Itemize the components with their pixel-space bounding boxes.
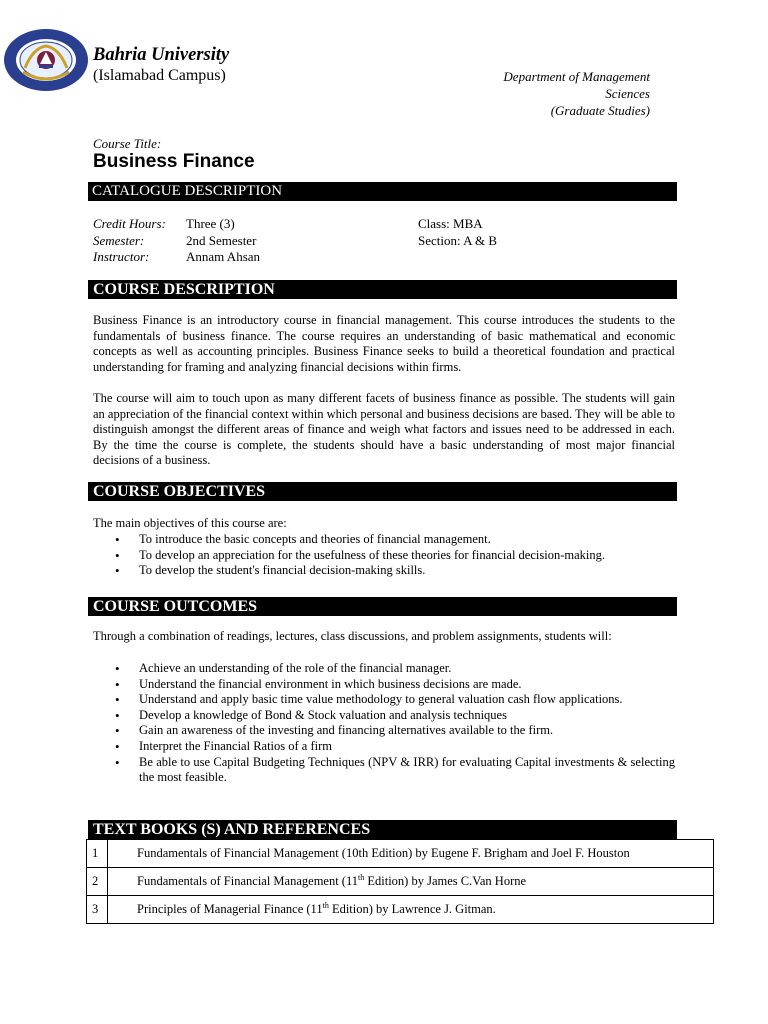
section-value: Section: A & B bbox=[418, 233, 498, 248]
semester-label: Semester: bbox=[93, 233, 145, 248]
list-item: • Develop a knowledge of Bond & Stock valuation and analysis techniques bbox=[93, 708, 675, 724]
instructor-value: Annam Ahsan bbox=[186, 249, 261, 264]
table-row bbox=[87, 896, 714, 924]
course-objectives-heading: COURSE OBJECTIVES bbox=[88, 482, 677, 501]
objectives-list bbox=[93, 532, 675, 579]
course-description-paragraph-2: The course will aim to touch upon as many different facets of business finance as possible. The students will gain an appreciation of the financial context within which personal and business decisions are based. They will be able to distinguish amongst the different areas of finance and weigh what factors and issues need to be addressed in each. By the time the course is complete, the students should have a basic understanding of most major financial decisions of a business. bbox=[93, 391, 675, 468]
semester-value: 2nd Semester bbox=[186, 233, 257, 248]
list-item: • Be able to use Capital Budgeting Techniques (NPV & IRR) for evaluating Capital investments & selecting the most feasible. bbox=[93, 755, 675, 786]
references-heading: TEXT BOOKS (S) AND REFERENCES bbox=[88, 820, 677, 839]
objectives-intro: The main objectives of this course are: bbox=[93, 516, 287, 530]
ref-number: 3 bbox=[87, 896, 108, 924]
ref-title: Fundamentals of Financial Management (10th Edition) by Eugene F. Brigham and Joel F. Houston bbox=[108, 840, 714, 868]
list-item: • Understand the financial environment in which business decisions are made. bbox=[93, 677, 675, 693]
ref-title: Principles of Managerial Finance (11th Edition) by Lawrence J. Gitman. bbox=[108, 896, 714, 924]
ref-number: 2 bbox=[87, 868, 108, 896]
instructor-label: Instructor: bbox=[93, 249, 150, 264]
list-item: • To develop the student's financial decision-making skills. bbox=[93, 563, 675, 579]
list-item: • To develop an appreciation for the usefulness of these theories for financial decision-making. bbox=[93, 548, 675, 564]
table-row bbox=[87, 868, 714, 896]
course-title-label: Course Title: bbox=[93, 136, 162, 151]
list-item: • To introduce the basic concepts and theories of financial management. bbox=[93, 532, 675, 548]
class-value: Class: MBA bbox=[418, 216, 483, 231]
course-description-paragraph-1: Business Finance is an introductory course in financial management. This course introduces the students to the fundamentals of business finance. The course requires an understanding of basic mathematical and economic concepts as well as accounting principles. Business Finance seeks to build a theoretical foundation and practical understanding for framing and analyzing financial decisions within firms. bbox=[93, 313, 675, 374]
university-name: Bahria University bbox=[93, 45, 230, 65]
ref-title: Fundamentals of Financial Management (11th Edition) by James C.Van Horne bbox=[108, 868, 714, 896]
credit-hours-value: Three (3) bbox=[186, 216, 235, 231]
university-logo bbox=[3, 28, 89, 92]
course-outcomes-heading: COURSE OUTCOMES bbox=[88, 597, 677, 616]
list-item: • Achieve an understanding of the role of the financial manager. bbox=[93, 661, 675, 677]
department-name: Department of Management Sciences (Graduate Studies) bbox=[503, 69, 650, 118]
table-row bbox=[87, 840, 714, 868]
references-table bbox=[86, 839, 714, 924]
credit-hours-label: Credit Hours: bbox=[93, 216, 166, 231]
course-title: Business Finance bbox=[93, 151, 255, 172]
campus-name: (Islamabad Campus) bbox=[93, 67, 226, 84]
list-item: • Understand and apply basic time value methodology to general valuation cash flow applications. bbox=[93, 692, 675, 708]
ref-number: 1 bbox=[87, 840, 108, 868]
catalogue-heading: CATALOGUE DESCRIPTION bbox=[88, 182, 677, 201]
list-item: • Gain an awareness of the investing and financing alternatives available to the firm. bbox=[93, 723, 675, 739]
outcomes-intro: Through a combination of readings, lectures, class discussions, and problem assignments, students will: bbox=[93, 629, 612, 643]
outcomes-list bbox=[93, 661, 675, 786]
list-item: • Interpret the Financial Ratios of a firm bbox=[93, 739, 675, 755]
course-description-heading: COURSE DESCRIPTION bbox=[88, 280, 677, 299]
